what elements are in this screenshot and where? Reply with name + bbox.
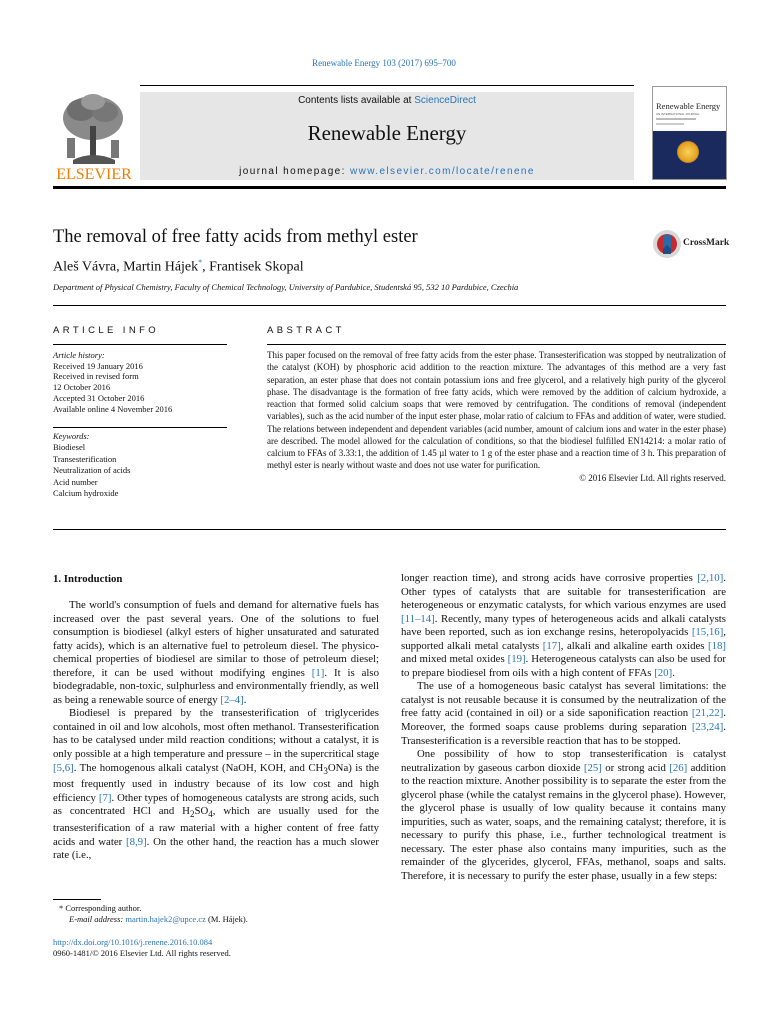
email-link[interactable]: martin.hajek2@upce.cz [125, 913, 206, 924]
author-names-2: , Frantisek Skopal [202, 259, 304, 275]
body-paragraph: One possibility of how to stop transesterification is catalyst neutralization by gaseous carbon dioxide [25] or strong acid [26] addition to the reaction mixture. Another possibility is to separate the ester from the glycerol phase (while the catalyst remains in the glycerol phase). However, the glycerol phase is usually of low quality because it contains many impurities, such as water, soaps, and the remaining catalyst; therefore, it is necessary to purify this phase, i.e., further technological treatment is necessary. The ester phase also contains many impurities, such as the remainder of the glycerides, glycerol, FFAs, methanol, soaps and salts. Therefore, it is necessary to purify the ester phase, usually in a few steps: [401, 748, 727, 883]
history-item: Received 19 January 2016 [53, 360, 143, 371]
crossmark-button[interactable] [652, 229, 730, 259]
issn-copyright: 0960-1481/© 2016 Elsevier Ltd. All rights reserved. [53, 947, 231, 958]
abstract-heading: ABSTRACT [267, 325, 345, 336]
keywords-rule [53, 427, 227, 428]
article-title: The removal of free fatty acids from methyl ester [53, 227, 418, 247]
citation-link[interactable]: Renewable Energy 103 (2017) 695–700 [312, 58, 456, 68]
keywords-list [53, 431, 227, 499]
journal-title: Renewable Energy [307, 121, 467, 145]
citation-ref[interactable]: [1] [311, 666, 325, 679]
body-paragraph: The use of a homogeneous basic catalyst has several limitations: the catalyst is not reusable because it is consumed by the neutralization of the free fatty acid (contained in oil) or a side saponification reaction [21,22]. Moreover, the formed soaps cause problems during separation [23,24]. Transesterification is a reversible reaction that has to be stopped. [401, 680, 726, 747]
citation-ref[interactable]: [23,24] [691, 721, 724, 734]
cover-title: Renewable Energy [656, 101, 721, 111]
section-heading-introduction: 1. Introduction [53, 573, 123, 585]
keyword: Calcium hydroxide [53, 488, 119, 499]
abstract-text: This paper focused on the removal of free fatty acids from the ester phase. Transesterification was stopped by neutralization of the catalyst (KOH) by phosphoric acid addition to the reaction mixture. The advantages of this method are a very fast separation, an ester phase that does not contain potassium ions and free glycerol, and a relatively high purity of the glycerol phase. The disadvantage is the formation of free fatty acids, which were removed by the addition of calcium hydroxide, a reaction that formed solid calcium soaps that were removed by centrifugation. The conditions of removal (independent variables), such as the acid number of the input ester phase, molar ratio of calcium to FFAs and addition of water, were studied. The relations between independent and dependent variables (acid number, amount of calcium ions and water in the ester phase) are described. The model allowed for the calculation of conditions, so that the biodiesel fulfilled EN14214: a molar ratio of calcium to FFAs of 3.33:1, the addition of 1.45 µl water to 1 g of the ester phase and a reaction time of 3 h. This preparation of methyl ester is nearly without waste and does not use water for purification. [267, 350, 726, 471]
abstract-copyright: © 2016 Elsevier Ltd. All rights reserved. [579, 472, 726, 483]
citation-ref[interactable]: [18] [708, 639, 726, 652]
keyword: Neutralization of acids [53, 465, 131, 476]
email-suffix: (M. Hájek). [205, 913, 248, 924]
footnote-mark: * [59, 903, 64, 913]
elsevier-logo [53, 88, 135, 182]
contents-prefix: Contents lists available at [298, 95, 415, 106]
cover-line [656, 118, 696, 120]
citation-ref[interactable]: [19] [507, 653, 526, 666]
body-paragraph: The world's consumption of fuels and demand for alternative fuels has increased over the past several years. One of the solutions to fuel consumption is biodiesel (alkyl esters of higher unsaturated and saturated fatty acids), which is an alternative fuel to petroleum diesel. The physico-chemical properties of biodiesel are similar to those of petroleum diesel; therefore, it can be used without modifying engines [1]. It is also biodegradable, non-toxic, sulphurless and environmentally friendly, as well as being a renewable source of energy [2–4]. [53, 599, 379, 706]
body-paragraph: Biodiesel is prepared by the transesterification of triglycerides contained in oil and low alcohols, most often methanol. Transesterification has to be catalysed under mild reaction conditions; without a catalyst, it is only possible at a high temperature and pressure – in the supercritical stage [5,6]. The homogenous alkali catalyst (NaOH, KOH, and $CH_3ONa$) is the most frequently used in industry because of its low cost and high efficiency [7]. Other types of homogeneous catalysts are strong acids, such as concentrated HCl and $H_2SO_4$, which are usually used for the transesterification of a raw material with a higher content of free fatty acids and water [8,9]. On the other hand, the reaction has a much slower rate (i.e., [53, 707, 379, 862]
citation-ref[interactable]: [5,6] [53, 761, 74, 774]
crossmark-label: CrossMark [683, 238, 730, 248]
author-names: Aleš Vávra, Martin Hájek [53, 259, 199, 275]
cover-line [656, 123, 684, 125]
cover-artwork [653, 131, 726, 179]
article-history [53, 350, 227, 414]
abstract-rule [267, 344, 726, 345]
body-paragraph: longer reaction time), and strong acids have corrosive properties [2,10]. Other types of catalysts that are suitable for transesterification are heterogeneous or enzymatic catalysts, for which various enzymes are used [11–14]. Recently, many types of heterogeneous acids and alkali catalysts have been reported, such as ion exchange resins, heteropolyacids [15,16], supported alkali metal catalysts [17], alkali and alkaline earth oxides [18] and mixed metal oxides [19]. Heterogeneous catalysts can also be used for to prepare biodiesel from oils with a high content of FFAs [20]. [401, 572, 726, 679]
section-rule [53, 529, 726, 530]
citation-ref[interactable]: [15,16] [691, 626, 724, 639]
footnote-rule [53, 899, 101, 900]
article-info-heading: ARTICLE INFO [53, 325, 160, 336]
homepage-prefix: journal homepage: [239, 166, 350, 177]
footnote [53, 903, 248, 925]
keyword: Acid number [53, 476, 98, 487]
header-top-rule [140, 85, 634, 86]
keywords-label: Keywords: [53, 431, 90, 441]
cover-subtitle: AN INTERNATIONAL JOURNAL [656, 112, 700, 116]
history-item: Received in revised form [53, 371, 139, 382]
article-info-rule [53, 344, 227, 345]
journal-homepage [140, 166, 634, 177]
citation-ref[interactable]: [2–4] [220, 693, 244, 706]
history-item: Available online 4 November 2016 [53, 403, 173, 414]
doi-link[interactable]: http://dx.doi.org/10.1016/j.renene.2016.10.084 [53, 937, 213, 947]
citation-ref[interactable]: [8,9] [125, 835, 147, 848]
homepage-link[interactable]: www.elsevier.com/locate/renene [349, 166, 535, 177]
citation-ref[interactable]: [17] [542, 639, 561, 652]
citation-ref[interactable]: [11–14] [401, 612, 435, 625]
section-rule [53, 305, 726, 306]
crossmark-icon [652, 229, 682, 259]
citation-ref[interactable]: [26] [669, 761, 688, 774]
corresponding-author-mark[interactable]: * [198, 258, 203, 267]
elsevier-wordmark: ELSEVIER [56, 166, 132, 182]
header-rule [53, 186, 726, 189]
keyword: Biodiesel [53, 442, 86, 453]
corresponding-author-note: Corresponding author. [63, 903, 142, 913]
history-item: Accepted 31 October 2016 [53, 392, 145, 403]
keyword: Transesterification [53, 453, 117, 464]
citation-ref[interactable]: [20] [654, 666, 673, 679]
citation-ref[interactable]: [2,10] [697, 572, 724, 584]
contents-line [140, 95, 634, 106]
doi-block [53, 937, 231, 959]
abstract-body [267, 349, 726, 484]
body-column-left [53, 599, 379, 863]
history-item: 12 October 2016 [53, 382, 111, 393]
author-list [53, 258, 304, 276]
author-affiliation: Department of Physical Chemistry, Faculty of Chemical Technology, University of Pardubice, Studentská 95, 532 10 Pardubice, Czechia [53, 282, 519, 292]
sciencedirect-link[interactable]: ScienceDirect [414, 95, 476, 106]
citation-ref[interactable]: [7] [98, 791, 112, 804]
history-label: Article history: [53, 350, 105, 360]
email-label: E-mail address: [69, 913, 126, 924]
citation-ref[interactable]: [25] [583, 761, 602, 774]
body-column-right [401, 572, 726, 884]
citation-ref[interactable]: [21,22] [691, 707, 724, 720]
journal-cover-image [652, 86, 727, 180]
